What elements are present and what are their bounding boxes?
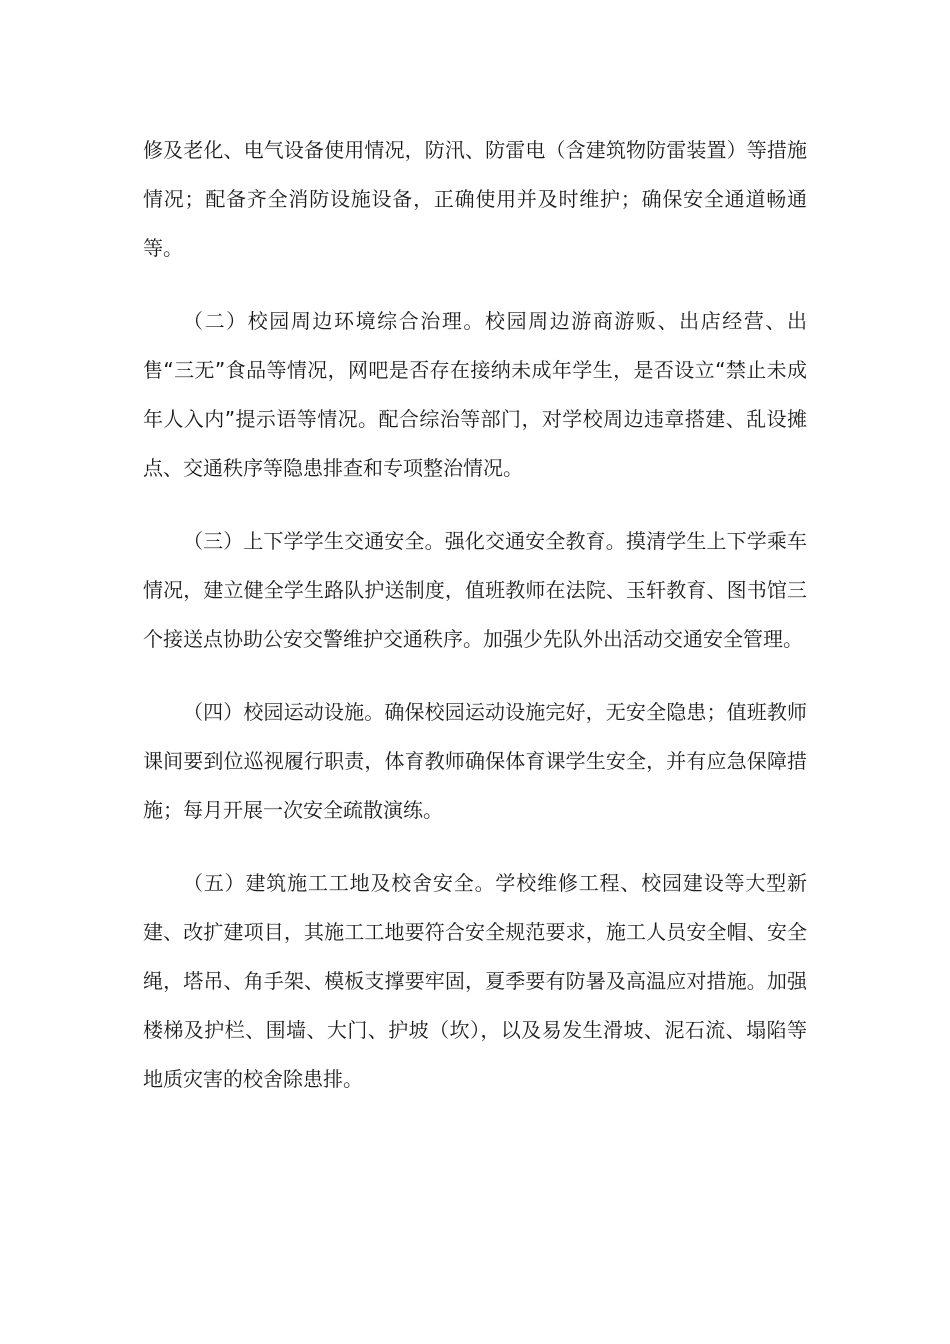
paragraph-continuation: 修及老化、电气设备使用情况，防汛、防雷电（含建筑物防雷装置）等措施情况；配备齐全消防设施设备，正确使用并及时维护；确保安全通道畅通等。 (143, 138, 807, 260)
paragraph-section-2: （二）校园周边环境综合治理。校园周边游商游贩、出店经营、出售“三无”食品等情况，网吧是否存在接纳未成年学生，是否设立“禁止未成年人入内”提示语等情况。配合综治等部门，对学校周边违章搭建、乱设摊点、交通秩序等隐患排查和专项整治情况。 (143, 309, 807, 480)
paragraph-section-4: （四）校园运动设施。确保校园运动设施完好，无安全隐患；值班教师课间要到位巡视履行职责，体育教师确保体育课学生安全，并有应急保障措施；每月开展一次安全疏散演练。 (143, 700, 807, 822)
paragraph-section-3: （三）上下学学生交通安全。强化交通安全教育。摸清学生上下学乘车情况，建立健全学生路队护送制度，值班教师在法院、玉轩教育、图书馆三个接送点协助公安交警维护交通秩序。加强少先队外出活动交通安全管理。 (143, 529, 807, 651)
document-page (143, 126, 807, 1128)
paragraph-section-5: （五）建筑施工工地及校舍安全。学校维修工程、校园建设等大型新建、改扩建项目，其施工工地要符合安全规范要求，施工人员安全帽、安全绳，塔吊、角手架、模板支撑要牢固，夏季要有防暑及高温应对措施。加强楼梯及护栏、围墙、大门、护坡（坎），以及易发生滑坡、泥石流、塌陷等地质灾害的校舍除患排。 (143, 871, 807, 1091)
